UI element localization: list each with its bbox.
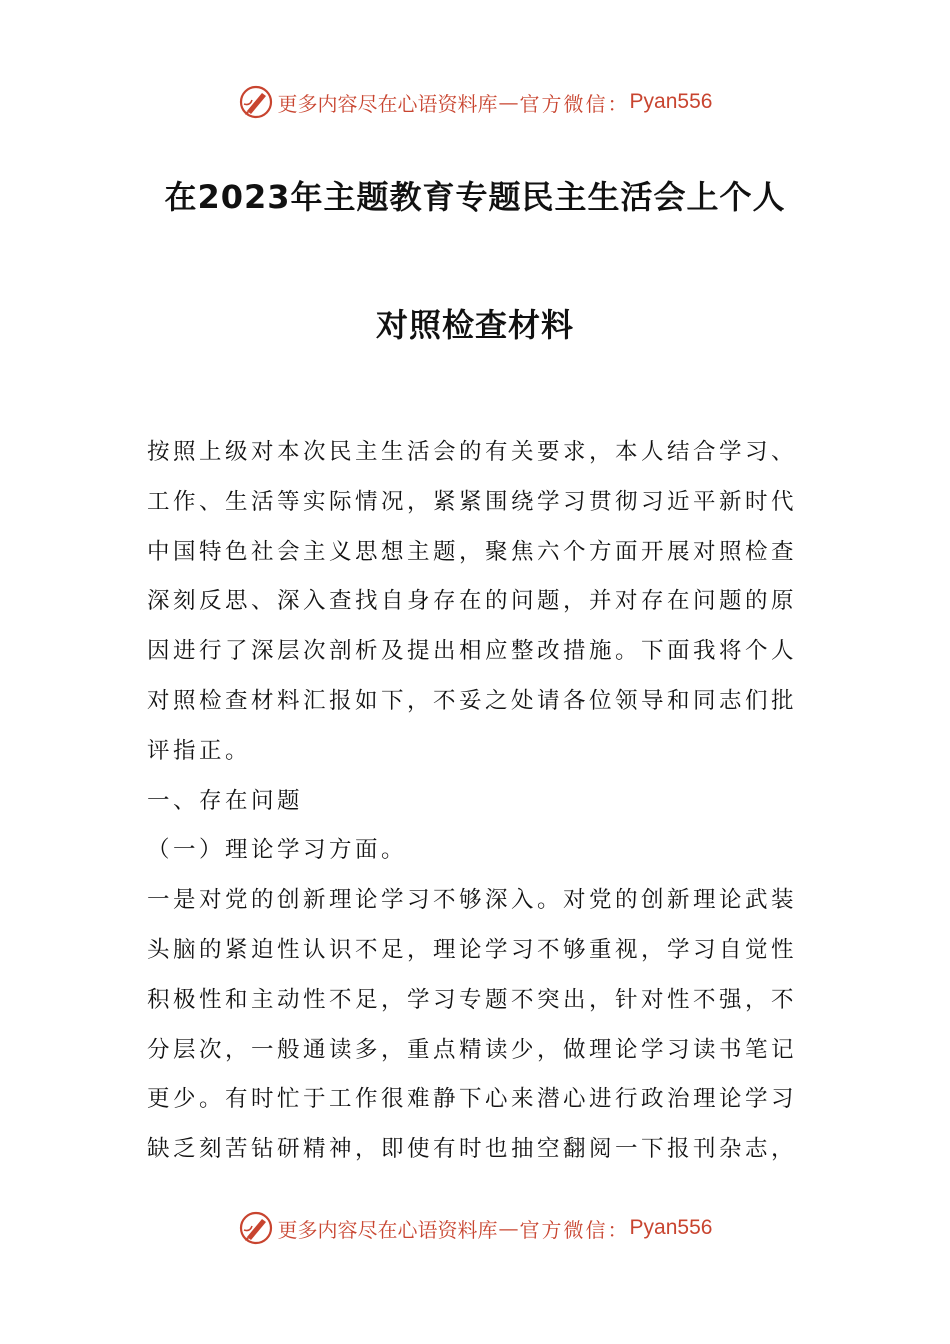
banner-separator: — — [498, 90, 519, 114]
body-line: 中国特色社会主义思想主题，聚焦六个方面开展对照检查 — [147, 538, 798, 565]
banner-text: 更多内容尽在心语资料库 — [277, 91, 498, 116]
banner-separator: — — [498, 1216, 519, 1240]
banner-wechat-id: Pyan556 — [629, 1216, 713, 1239]
document-body — [147, 428, 807, 1175]
document-title-line-1: 在2023年主题教育专题民主生活会上个人 — [164, 178, 786, 216]
body-line: 分层次，一般通读多，重点精读少，做理论学习读书笔记 — [147, 1036, 798, 1063]
body-line: 工作、生活等实际情况，紧紧围绕学习贯彻习近平新时代 — [147, 488, 798, 515]
banner-text: 更多内容尽在心语资料库 — [277, 1217, 498, 1242]
pen-logo-icon — [238, 1210, 274, 1246]
section-heading: 一、存在问题 — [147, 787, 304, 814]
body-line: 一是对党的创新理论学习不够深入。对党的创新理论武装 — [147, 887, 798, 914]
banner-wechat-label: 官方微信： — [519, 91, 630, 116]
body-line: 按照上级对本次民主生活会的有关要求，本人结合学习、 — [147, 439, 798, 465]
body-line: 因进行了深层次剖析及提出相应整改措施。下面我将个人 — [147, 638, 798, 665]
body-line: 缺乏刻苦钻研精神，即使有时也抽空翻阅一下报刊杂志， — [147, 1136, 798, 1163]
watermark-banner-bottom — [0, 1208, 950, 1248]
pen-logo-icon — [238, 84, 274, 120]
body-line: 深刻反思、深入查找自身存在的问题，并对存在问题的原 — [147, 588, 798, 615]
banner-wechat-label: 官方微信： — [519, 1217, 630, 1242]
body-line: 评指正。 — [147, 737, 252, 764]
body-line: 头脑的紧迫性认识不足，理论学习不够重视，学习自觉性 — [147, 936, 798, 963]
document-title-line-2: 对照检查材料 — [375, 306, 574, 344]
body-line: 积极性和主动性不足，学习专题不突出，针对性不强，不 — [147, 986, 798, 1013]
banner-wechat-id: Pyan556 — [629, 90, 713, 113]
subsection-heading: （一）理论学习方面。 — [147, 837, 408, 864]
watermark-banner-top — [0, 82, 950, 122]
body-line: 更少。有时忙于工作很难静下心来潜心进行政治理论学习 — [147, 1086, 798, 1113]
body-line: 对照检查材料汇报如下，不妥之处请各位领导和同志们批 — [147, 687, 798, 714]
